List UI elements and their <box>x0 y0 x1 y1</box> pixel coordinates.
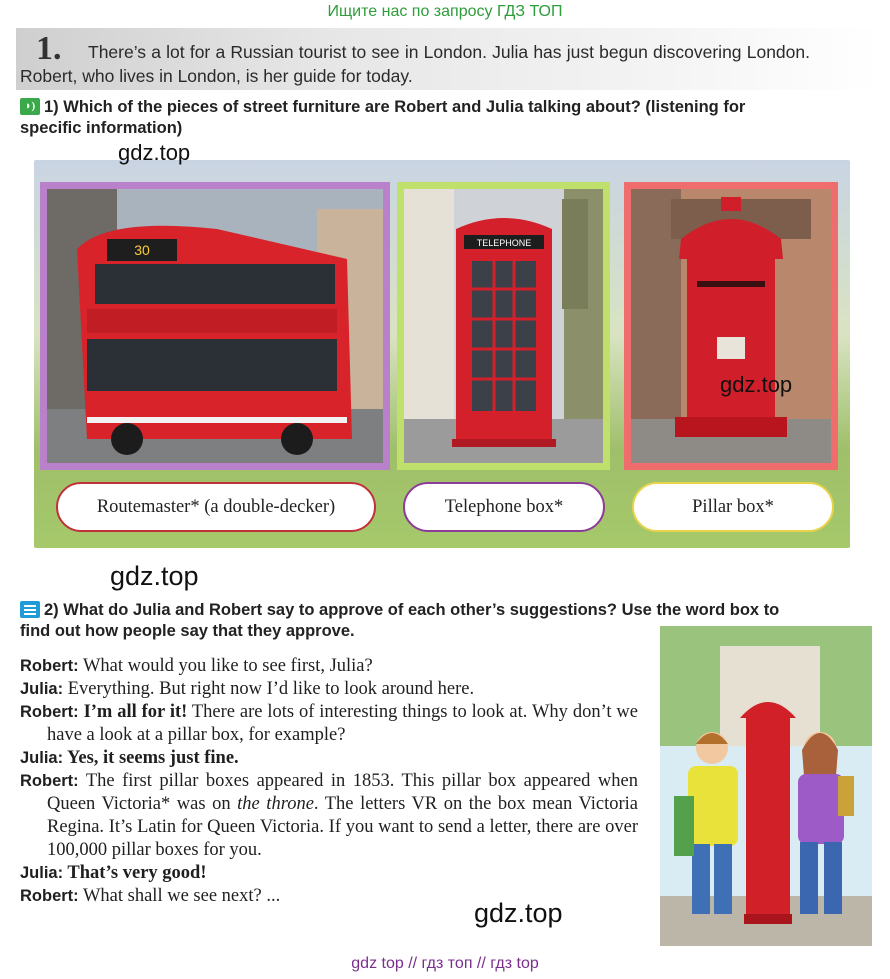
telephone-photo <box>397 182 610 470</box>
audio-icon[interactable]: ◗) <box>20 98 40 115</box>
bus-photo <box>40 182 390 470</box>
watermark: gdz.top <box>474 898 563 928</box>
robert-and-julia-illustration <box>660 626 872 946</box>
exercise-intro: There’s a lot for a Russian tourist to see in London. Julia has just begun discovering London. Robert, who lives in London, is her guide for today. <box>20 42 810 86</box>
task-1-instruction: 1) Which of the pieces of street furniture are Robert and Julia talking about? (listening for specific information) <box>20 98 746 137</box>
dialogue-line: Robert: I’m all for it! There are lots of interesting things to look at. Why don’t we have a look at a pillar box, for example? <box>20 702 638 745</box>
top-banner[interactable]: Ищите нас по запросу ГДЗ ТОП <box>327 3 563 20</box>
dialogue-line: Robert: What would you like to see first, Julia? <box>20 656 373 676</box>
bus-route-number: 30 <box>134 242 150 258</box>
telephone-sign: TELEPHONE <box>476 238 532 248</box>
pillar-box-label: Pillar box* <box>632 482 834 532</box>
pillar-box-photo <box>624 182 838 470</box>
watermark: gdz.top <box>720 372 793 397</box>
watermark: gdz.top <box>110 561 199 591</box>
task-2-instruction: 2) What do Julia and Robert say to approve of each other’s suggestions? Use the word box to find out how people say that they approve. <box>20 601 780 640</box>
double-decker-bus-illustration <box>47 189 383 463</box>
pillar-box-illustration <box>631 189 831 463</box>
telephone-box-label: Telephone box* <box>403 482 605 532</box>
dialogue-line: Robert: The first pillar boxes appeared in 1853. This pillar box appeared when Queen Victoria* was on the throne. The letters VR on the box mean Victoria Regina. It’s Latin for Queen Victoria. If you want to send a letter, there are over 100,000 pillar boxes for you. <box>20 771 638 860</box>
dialogue-line: Julia: Everything. But right now I’d like to look around here. <box>20 679 475 699</box>
telephone-box-illustration <box>404 189 603 463</box>
footer[interactable]: gdz top // гдз топ // гдз top <box>351 955 539 972</box>
dialogue-line: Julia: Yes, it seems just fine. <box>20 748 239 768</box>
dialogue-line: Robert: What shall we see next? ... <box>20 886 281 906</box>
exercise-number: 1. <box>36 30 62 67</box>
dialogue <box>20 655 638 908</box>
routemaster-label: Routemaster* (a double-decker) <box>56 482 376 532</box>
dialogue-line: Julia: That’s very good! <box>20 863 207 883</box>
watermark: gdz.top <box>118 140 191 165</box>
